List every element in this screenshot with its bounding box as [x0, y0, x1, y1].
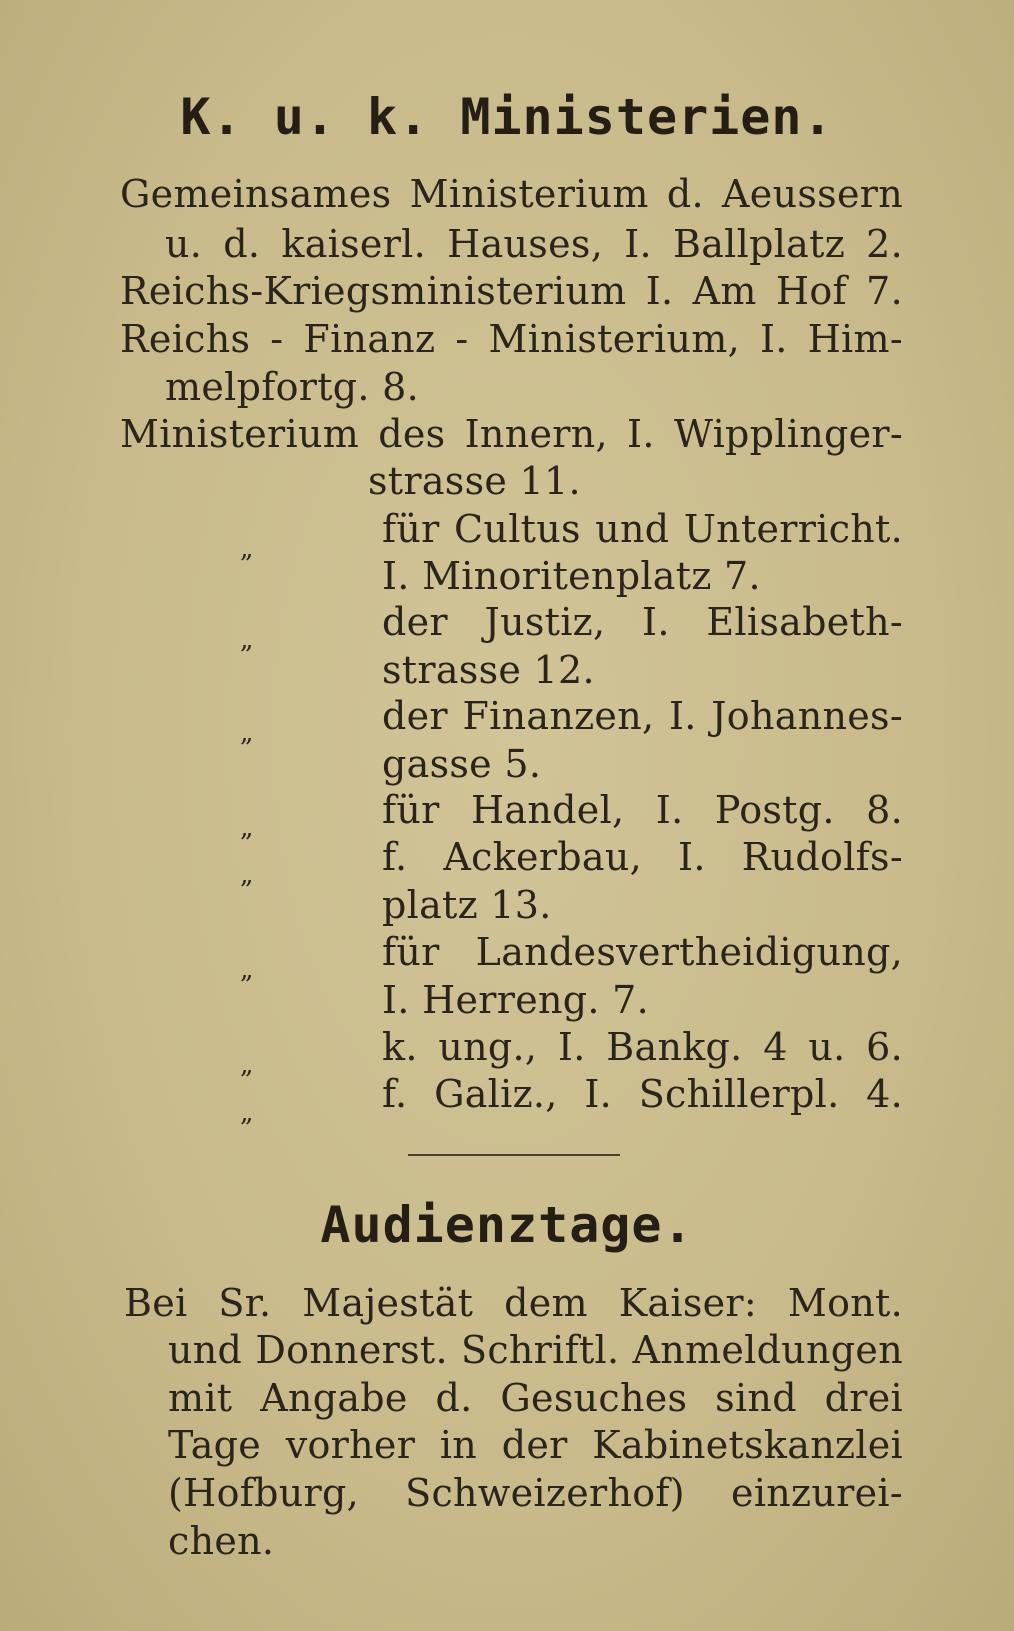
audience-line: chen.: [168, 1519, 275, 1563]
ministry-line: Reichs - Finanz - Ministerium, I. Him-: [120, 317, 903, 361]
audience-line: Tage vorher in der Kabinetskanzlei: [168, 1423, 903, 1467]
ministry-line: für Cultus und Unterricht.: [382, 507, 903, 551]
ministry-line: platz 13.: [382, 883, 552, 927]
heading-audiences: Audienztage.: [320, 1196, 694, 1254]
section-divider: [408, 1154, 620, 1156]
ditto-mark: „: [240, 955, 254, 985]
ministry-line: für Landesvertheidigung,: [382, 930, 903, 974]
ditto-mark: „: [240, 813, 254, 843]
ministry-line: strasse 12.: [382, 648, 595, 692]
ministry-line: Reichs-Kriegsministerium I. Am Hof 7.: [120, 269, 903, 313]
ministry-line: I. Minoritenplatz 7.: [382, 554, 761, 598]
ditto-mark: „: [240, 1050, 254, 1080]
ministry-line: u. d. kaiserl. Hauses, I. Ballplatz 2.: [165, 222, 903, 266]
ministry-line: f. Ackerbau, I. Rudolfs-: [382, 835, 903, 879]
audience-line: Bei Sr. Majestät dem Kaiser: Mont.: [124, 1281, 903, 1325]
audience-line: mit Angabe d. Gesuches sind drei: [168, 1376, 903, 1420]
ministry-line: I. Herreng. 7.: [382, 978, 650, 1022]
ministry-line: für Handel, I. Postg. 8.: [382, 788, 903, 832]
heading-ministries: K. u. k. Ministerien.: [180, 88, 834, 146]
ministry-line: der Justiz, I. Elisabeth-: [382, 600, 903, 644]
ditto-mark: „: [240, 718, 254, 748]
ministry-line: Ministerium des Innern, I. Wipplinger-: [120, 412, 903, 456]
audience-line: und Donnerst. Schriftl. Anmeldungen: [168, 1328, 903, 1372]
audience-line: (Hofburg, Schweizerhof) einzurei-: [168, 1471, 903, 1515]
ditto-mark: „: [240, 534, 254, 564]
ditto-mark: „: [240, 860, 254, 890]
ministry-line: k. ung., I. Bankg. 4 u. 6.: [382, 1025, 903, 1069]
ditto-mark: „: [240, 1098, 254, 1128]
ministry-line: melpfortg. 8.: [165, 365, 420, 409]
ministry-line: Gemeinsames Ministerium d. Aeussern: [120, 172, 903, 216]
ministry-line: f. Galiz., I. Schillerpl. 4.: [382, 1072, 903, 1116]
ministry-line: gasse 5.: [382, 742, 542, 786]
ministry-line: der Finanzen, I. Johannes-: [382, 694, 903, 738]
ditto-mark: „: [240, 625, 254, 655]
ministry-line: strasse 11.: [368, 459, 581, 503]
